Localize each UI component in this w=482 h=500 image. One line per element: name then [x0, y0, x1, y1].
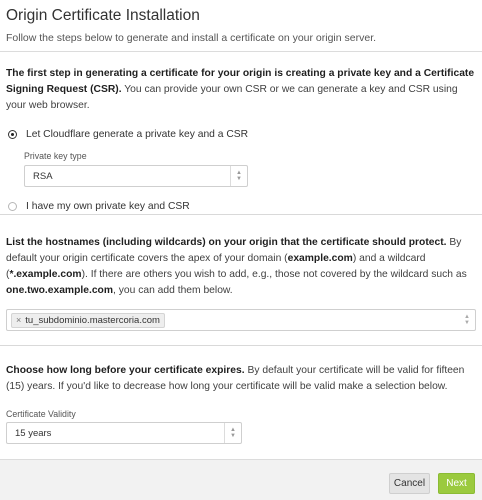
validity-text: By default your certificate will be valid for fifteen (15) years. If you'd like to decrease how long your certificate will be valid make a selection below. — [6, 365, 465, 392]
private-key-section — [0, 52, 482, 215]
select-arrows-icon — [224, 423, 241, 443]
hostnames-text-2: ) and a wildcard ( — [6, 253, 426, 280]
page-title: Origin Certificate Installation — [6, 7, 200, 24]
hostnames-heading: List the hostnames (including wildcards) on your origin that the certificate should protect. — [6, 237, 447, 248]
key-type-group — [24, 150, 476, 187]
validity-label: Certificate Validity — [6, 409, 76, 419]
own-key-option[interactable] — [8, 199, 476, 213]
apex-domain-example: example.com — [287, 253, 353, 264]
hostnames-input[interactable] — [6, 309, 476, 331]
hostname-tag — [11, 313, 165, 328]
cancel-button[interactable]: Cancel — [389, 473, 430, 494]
arrow-up-icon: ▲ — [236, 170, 242, 176]
arrow-down-icon: ▼ — [464, 320, 470, 326]
arrow-down-icon: ▼ — [230, 433, 236, 439]
private-key-description — [6, 66, 476, 114]
select-arrows-icon — [230, 166, 247, 186]
own-key-radio[interactable] — [8, 202, 17, 211]
private-key-heading: The first step in generating a certificate for your origin is creating a private key and a Certificate Signing Request (CSR). — [6, 68, 475, 95]
validity-section — [0, 346, 482, 459]
arrow-down-icon: ▼ — [236, 176, 242, 182]
validity-select[interactable] — [6, 422, 242, 444]
hostnames-text-1: By default your origin certificate covers the apex of your domain ( — [6, 237, 462, 264]
key-type-value: RSA — [33, 170, 53, 182]
subdomain-example: one.two.example.com — [6, 285, 114, 296]
validity-heading: Choose how long before your certificate expires. — [6, 365, 245, 376]
wildcard-example: *.example.com — [9, 269, 82, 280]
validity-value: 15 years — [15, 427, 52, 439]
arrow-up-icon: ▲ — [464, 314, 470, 320]
own-key-label: I have my own private key and CSR — [26, 200, 190, 212]
remove-tag-icon[interactable]: × — [16, 315, 22, 325]
generate-key-radio[interactable] — [8, 130, 17, 139]
hostnames-description — [6, 235, 476, 299]
dialog-header — [0, 0, 482, 52]
validity-description — [6, 363, 476, 395]
arrow-up-icon: ▲ — [230, 427, 236, 433]
hostnames-section — [0, 215, 482, 346]
dialog-footer — [0, 459, 482, 500]
key-type-select[interactable] — [24, 165, 248, 187]
hostnames-text-4: , you can add them below. — [113, 285, 233, 296]
hostnames-arrows-icon — [464, 310, 470, 330]
page-subtitle: Follow the steps below to generate and install a certificate on your origin server. — [6, 32, 377, 44]
hostname-tag-label: tu_subdominio.mastercoria.com — [25, 314, 160, 326]
generate-key-option[interactable] — [8, 127, 476, 141]
generate-key-label: Let Cloudflare generate a private key and a CSR — [26, 128, 249, 140]
private-key-text: You can provide your own CSR or we can generate a key and CSR using your web browser. — [6, 84, 458, 111]
hostnames-text-3: ). If there are others you wish to add, e.g., those not covered by the wildcard such as — [81, 269, 467, 280]
key-type-label: Private key type — [24, 151, 87, 161]
next-button[interactable]: Next — [438, 473, 475, 494]
